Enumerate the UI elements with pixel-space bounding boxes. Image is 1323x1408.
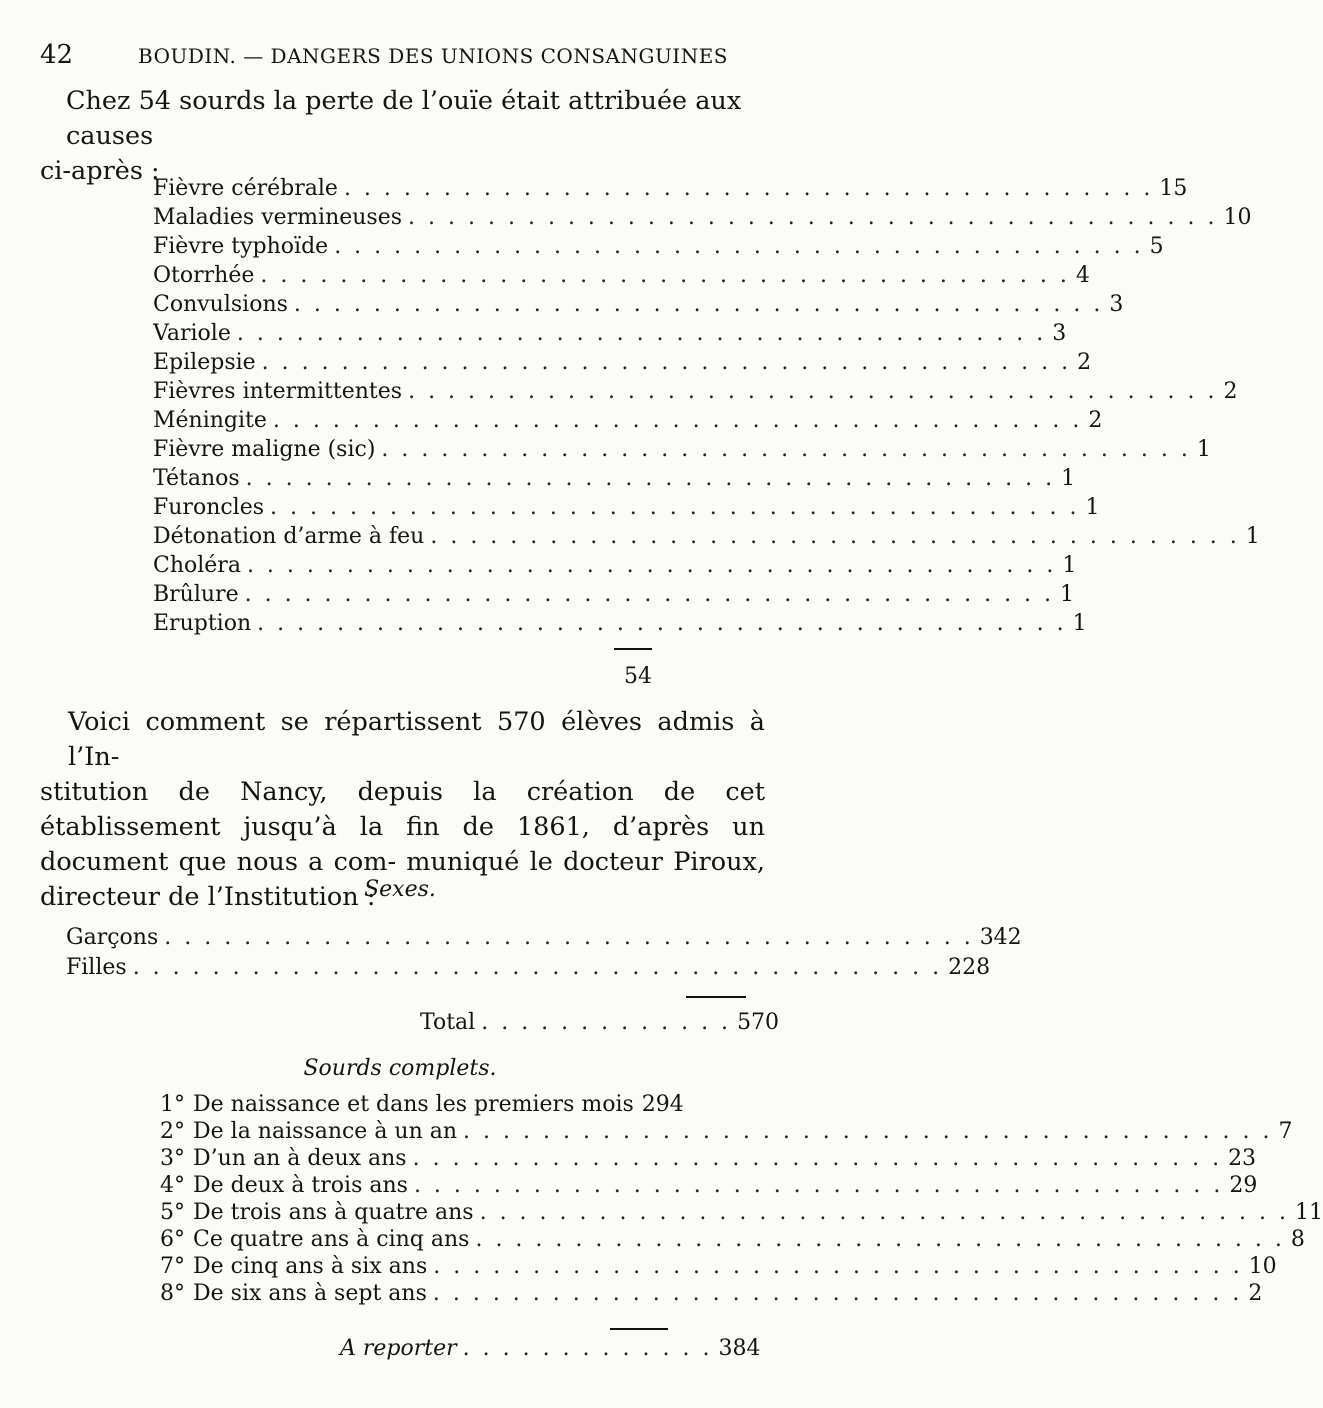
table-row (160, 1119, 1293, 1144)
row-ordinal: 7° (160, 1254, 185, 1279)
row-value: 1 (1085, 495, 1100, 520)
table-row (153, 234, 1164, 263)
row-value: 1 (1062, 553, 1077, 578)
row-value: 294 (641, 1092, 684, 1117)
row-value: 342 (979, 925, 1022, 950)
institution-text: stitution de Nancy, depuis la création de cet établissement jusqu’à la fin de 1861, d’après un document que nous a com- muniqué le docteur Piroux, directeur de l’Institution : (40, 777, 765, 912)
table-row (160, 1200, 1323, 1225)
table-row (160, 1146, 1257, 1171)
leader-dots: . . . . . . . . . . . . . . . . . . . . . . . . . . . . . . . . . . . . . . . . . (432, 1281, 1243, 1306)
row-label: Fièvre cérébrale (153, 176, 338, 201)
leader-dots: . . . . . . . . . . . . . . . . . . . . . . . . . . . . . . . . . . . . . . . . . (408, 379, 1218, 404)
row-value: 15 (1159, 176, 1188, 201)
row-label: Convulsions (153, 292, 288, 317)
row-value: 10 (1223, 205, 1252, 230)
row-label: Fièvre typhoïde (153, 234, 329, 259)
row-label: Garçons (66, 925, 159, 950)
row-label: Brûlure (153, 582, 239, 607)
report-row (340, 1336, 761, 1361)
row-label: Epilepsie (153, 350, 256, 375)
row-label: Otorrhée (153, 263, 255, 288)
leader-dots: . . . . . . . . . . . . . . . . . . . . . . . . . . . . . . . . . . . . . . . . . (272, 408, 1083, 433)
row-label: Fièvres intermittentes (153, 379, 403, 404)
row-value: 3 (1109, 292, 1124, 317)
table-row (153, 350, 1092, 379)
causes-total: 54 (624, 664, 652, 689)
sexes-title: Sexes. (364, 877, 436, 902)
row-value: 1 (1196, 437, 1211, 462)
table-row (153, 321, 1067, 350)
intro-line-1: Chez 54 sourds la perte de l’ouïe était attribuée aux causes (66, 86, 742, 151)
table-row (153, 408, 1103, 437)
row-value: 23 (1228, 1146, 1257, 1171)
leader-dots: . . . . . . . . . . . . . . . . . . . . . . . . . . . . . . . . . . . . . . . . . (479, 1200, 1290, 1225)
row-label: D’un an à deux ans (193, 1146, 407, 1171)
leader-dots: . . . . . . . . . . . . . . . . . . . . . . . . . . . . . . . . . . . . . . . . . (132, 955, 943, 980)
row-value: 2 (1223, 379, 1238, 404)
row-ordinal: 5° (160, 1200, 185, 1225)
row-label: De la naissance à un an (193, 1119, 458, 1144)
row-label: Fièvre maligne (sic) (153, 437, 376, 462)
row-label: Variole (153, 321, 231, 346)
table-row (66, 955, 991, 980)
table-row (160, 1254, 1277, 1279)
row-value: 1 (1060, 582, 1075, 607)
leader-dots: . . . . . . . . . . . . . . . . . . . . . . . . . . . . . . . . . . . . . . . . . (261, 350, 1072, 375)
table-row (153, 611, 1087, 640)
table-row (153, 524, 1260, 553)
row-label: De cinq ans à six ans (193, 1254, 428, 1279)
table-row (153, 263, 1090, 292)
row-value: 10 (1248, 1254, 1277, 1279)
table-row (153, 292, 1124, 321)
row-label: Ce quatre ans à cinq ans (193, 1227, 470, 1252)
leader-dots: . . . . . . . . . . . . . . . . . . . . . . . . . . . . . . . . . . . . . . . . . (257, 611, 1067, 636)
table-row (153, 553, 1077, 582)
row-label: Détonation d’arme à feu (153, 524, 425, 549)
table-row (153, 205, 1252, 234)
sourds-sum-rule (610, 1328, 668, 1330)
table-row (153, 582, 1075, 611)
table-row (160, 1281, 1263, 1306)
total-label: Total (420, 1010, 476, 1035)
report-value: 384 (718, 1336, 761, 1361)
row-value: 1 (1061, 466, 1076, 491)
leader-dots: . . . . . . . . . . . . . . . . . . . . . . . . . . . . . . . . . . . . . . . . . (260, 263, 1070, 288)
row-value: 1 (1245, 524, 1260, 549)
table-row (160, 1227, 1305, 1252)
row-value: 3 (1052, 321, 1067, 346)
row-label: De naissance et dans les premiers mois (193, 1092, 634, 1117)
leader-dots: . . . . . . . . . . . . . . . . . . . . . . . . . . . . . . . . . . . . . . . . . (244, 582, 1055, 607)
sexes-sum-rule (686, 996, 746, 998)
table-row (153, 466, 1076, 495)
intro-paragraph (40, 84, 765, 189)
row-value: 1 (1072, 611, 1087, 636)
table-row (160, 1092, 684, 1117)
table-row (153, 379, 1238, 408)
leader-dots: . . . . . . . . . . . . . . . . . . . . . . . . . . . . . . . . . . . . . . . . . (164, 925, 974, 950)
total-value: 570 (737, 1010, 780, 1035)
sourds-title: Sourds complets. (303, 1056, 497, 1081)
row-label: Choléra (153, 553, 241, 578)
table-row (66, 925, 1022, 950)
row-value: 7 (1278, 1119, 1293, 1144)
leader-dots: . . . . . . . . . . . . . . . . . . . . . . . . . . . . . . . . . . . . . . . . . (236, 321, 1047, 346)
row-ordinal: 1° (160, 1092, 185, 1117)
leader-dots: . . . . . . . . . . . . . (462, 1336, 713, 1361)
row-ordinal: 6° (160, 1227, 185, 1252)
row-label: De deux à trois ans (193, 1173, 408, 1198)
page-header (40, 40, 730, 80)
row-label: Eruption (153, 611, 252, 636)
row-value: 228 (948, 955, 991, 980)
row-label: Tétanos (153, 466, 240, 491)
leader-dots: . . . . . . . . . . . . . . . . . . . . . . . . . . . . . . . . . . . . . . . . . (463, 1119, 1273, 1144)
row-value: 8 (1290, 1227, 1305, 1252)
row-value: 2 (1088, 408, 1103, 433)
table-row (160, 1173, 1258, 1198)
causes-sum-rule (614, 648, 652, 650)
leader-dots: . . . . . . . . . . . . . . . . . . . . . . . . . . . . . . . . . . . . . . . . . (381, 437, 1191, 462)
table-row (153, 437, 1211, 466)
row-label: De trois ans à quatre ans (193, 1200, 474, 1225)
row-value: 2 (1077, 350, 1092, 375)
intro-line-2: ci-après : (40, 156, 160, 186)
row-ordinal: 2° (160, 1119, 185, 1144)
running-head: BOUDIN. — DANGERS DES UNIONS CONSANGUINES (138, 44, 729, 68)
report-label: A reporter (340, 1336, 457, 1361)
sexes-total-row (420, 1010, 780, 1035)
row-value: 29 (1229, 1173, 1258, 1198)
page-number: 42 (40, 40, 74, 70)
leader-dots: . . . . . . . . . . . . . . . . . . . . . . . . . . . . . . . . . . . . . . . . . (270, 495, 1080, 520)
table-row (153, 176, 1188, 205)
row-label: Méningite (153, 408, 267, 433)
leader-dots: . . . . . . . . . . . . . . . . . . . . . . . . . . . . . . . . . . . . . . . . . (245, 466, 1056, 491)
leader-dots: . . . . . . . . . . . . . . . . . . . . . . . . . . . . . . . . . . . . . . . . . (412, 1146, 1223, 1171)
row-ordinal: 3° (160, 1146, 185, 1171)
row-ordinal: 4° (160, 1173, 185, 1198)
row-label: Filles (66, 955, 127, 980)
row-label: Maladies vermineuses (153, 205, 403, 230)
row-label: Furoncles (153, 495, 265, 520)
leader-dots: . . . . . . . . . . . . . . . . . . . . . . . . . . . . . . . . . . . . . . . . . (246, 553, 1057, 578)
institution-line-1: Voici comment se répartissent 570 élèves admis à l’In- (68, 707, 765, 772)
leader-dots: . . . . . . . . . . . . . . . . . . . . . . . . . . . . . . . . . . . . . . . . . (408, 205, 1218, 230)
row-label: De six ans à sept ans (193, 1281, 427, 1306)
row-value: 2 (1248, 1281, 1263, 1306)
leader-dots: . . . . . . . . . . . . . . . . . . . . . . . . . . . . . . . . . . . . . . . . . (430, 524, 1240, 549)
row-ordinal: 8° (160, 1281, 185, 1306)
leader-dots: . . . . . . . . . . . . . . . . . . . . . . . . . . . . . . . . . . . . . . . . . (334, 234, 1144, 259)
table-row (153, 495, 1100, 524)
row-value: 11 (1295, 1200, 1323, 1225)
leader-dots: . . . . . . . . . . . . . . . . . . . . . . . . . . . . . . . . . . . . . . . . . (293, 292, 1104, 317)
leader-dots: . . . . . . . . . . . . . . . . . . . . . . . . . . . . . . . . . . . . . . . . . (343, 176, 1154, 201)
leader-dots: . . . . . . . . . . . . . . . . . . . . . . . . . . . . . . . . . . . . . . . . . (413, 1173, 1224, 1198)
leader-dots: . . . . . . . . . . . . . (481, 1010, 732, 1035)
row-value: 5 (1149, 234, 1164, 259)
leader-dots: . . . . . . . . . . . . . . . . . . . . . . . . . . . . . . . . . . . . . . . . . (475, 1227, 1285, 1252)
row-value: 4 (1075, 263, 1090, 288)
leader-dots: . . . . . . . . . . . . . . . . . . . . . . . . . . . . . . . . . . . . . . . . . (433, 1254, 1243, 1279)
